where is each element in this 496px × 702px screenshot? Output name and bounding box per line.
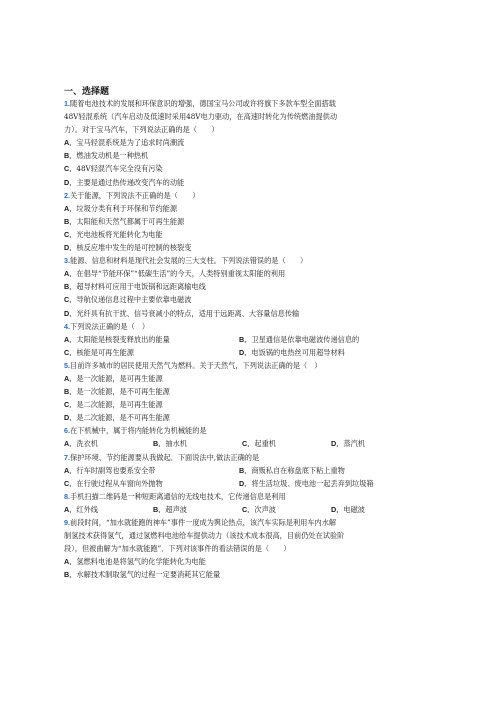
option-text: 超声波 — [165, 504, 187, 514]
option-text: 氢燃料电池是将氢气的化学能转化为电能 — [76, 557, 206, 567]
question-number: 1. — [64, 99, 70, 108]
option — [64, 439, 98, 448]
option-cell — [331, 503, 420, 516]
question-stem-line — [64, 123, 436, 136]
question-2 — [64, 189, 436, 254]
option-text: 商贩私自在称盘底下粘上重物 — [251, 465, 345, 475]
option-row — [64, 503, 436, 516]
option-cell — [239, 346, 414, 359]
question-1 — [64, 97, 436, 189]
option-label: B． — [64, 282, 77, 292]
option — [64, 217, 184, 226]
question-stem-line — [64, 110, 436, 123]
option-cell — [64, 464, 239, 477]
option — [64, 557, 206, 566]
question-number: 7. — [64, 452, 70, 462]
option-line — [64, 307, 436, 320]
option — [153, 505, 187, 514]
option-text: 超导材料可应用于电饭锅和远距离输电线 — [76, 282, 206, 292]
option-label: C． — [64, 164, 77, 174]
option-label: A． — [64, 373, 77, 383]
question-number: 5. — [64, 360, 70, 370]
option-label: A． — [64, 439, 77, 449]
option-label: D． — [331, 439, 344, 449]
question-stem-text: 48V轻混系统（汽车启动及低速时采用48V电力驱动，在高速时转化为传统燃油提供动 — [64, 112, 338, 122]
option — [64, 505, 98, 514]
option-text: 行车时副驾也要系安全带 — [76, 465, 156, 475]
option — [242, 505, 276, 514]
option-label: C． — [64, 347, 77, 357]
option — [64, 374, 163, 383]
option-line — [64, 176, 436, 189]
option-label: C． — [64, 400, 77, 410]
option-line — [64, 267, 436, 280]
option-label: C． — [64, 478, 77, 488]
option-text: 光纤具有抗干扰、信号衰减小的特点，适用于远距离、大容量信息传输 — [76, 308, 300, 318]
question-stem-text: 下列说法正确的是（ ） — [70, 321, 150, 331]
option-line — [64, 372, 436, 385]
option-cell — [153, 503, 242, 516]
question-stem-line — [64, 490, 436, 503]
option-line — [64, 411, 436, 424]
question-stem-text: 关于能源，下列说法不正确的是（ ） — [70, 190, 200, 200]
option — [331, 505, 365, 514]
option-label: D． — [331, 504, 344, 514]
question-number: 9. — [64, 518, 70, 527]
option-label: C． — [64, 229, 77, 239]
option-row — [64, 464, 436, 477]
question-stem-text: 在下机械中，属于将内能转化为机械能的是 — [70, 426, 207, 436]
option — [64, 204, 177, 213]
option-label: A． — [64, 334, 77, 344]
option — [64, 413, 170, 422]
option-text: 是一次能源，是不可再生能源 — [76, 387, 170, 397]
option-label: A． — [64, 504, 77, 514]
option — [64, 138, 184, 147]
option-text: 在倡导“节能环保”“低碳生活”的今天，人类特别重视太阳能的利用 — [76, 269, 286, 279]
option — [64, 309, 299, 318]
option-cell — [239, 477, 414, 490]
question-stem-text: 保护环境、节约能源要从我做起．下面说法中,做法正确的是 — [70, 452, 260, 462]
option-text: 将生活垃圾、废电池一起丢弃到垃圾箱 — [251, 478, 374, 488]
option-label: B． — [64, 151, 77, 161]
option-line — [64, 136, 436, 149]
option-line — [64, 568, 436, 581]
option-text: 蒸汽机 — [343, 439, 365, 449]
option — [64, 295, 191, 304]
option-label: B． — [64, 387, 77, 397]
option-text: 起重机 — [254, 439, 276, 449]
option-text: 导航仪递信息过程中主要依靠电磁波 — [76, 295, 192, 305]
option-text: 核能是可再生能源 — [76, 347, 134, 357]
option-row — [64, 333, 436, 346]
option-text: 太阳能是核裂变释放出的能量 — [76, 334, 170, 344]
option-label: A． — [64, 269, 77, 279]
option — [64, 178, 184, 187]
option-label: B． — [153, 504, 166, 514]
option-line — [64, 202, 436, 215]
question-number: 2. — [64, 190, 70, 200]
question-5 — [64, 359, 436, 424]
option-text: 燃油发动机是一种热机 — [76, 151, 149, 161]
option-cell — [64, 477, 239, 490]
option-cell — [64, 346, 239, 359]
option-label: D． — [239, 347, 252, 357]
option-label: B． — [239, 334, 252, 344]
option-cell — [153, 437, 242, 450]
option-line — [64, 241, 436, 254]
option — [64, 387, 170, 396]
option-text: 抽水机 — [165, 439, 187, 449]
option-row — [64, 477, 436, 490]
option-cell — [242, 503, 331, 516]
option-row — [64, 346, 436, 359]
option-label: D． — [239, 478, 252, 488]
option — [239, 466, 345, 475]
question-stem-line — [64, 424, 436, 437]
option-text: 水解技术制取氢气的过程一定要消耗其它能量 — [76, 570, 221, 580]
option-cell — [64, 437, 153, 450]
question-3 — [64, 254, 436, 319]
option — [239, 335, 359, 344]
option-label: B． — [153, 439, 166, 449]
option-label: D． — [64, 413, 77, 423]
option-line — [64, 398, 436, 411]
question-6 — [64, 424, 436, 450]
option-text: 卫星通信是依靠电磁波传递信息的 — [251, 334, 360, 344]
option-line — [64, 215, 436, 228]
option-row — [64, 437, 436, 450]
option-text: 洗衣机 — [76, 439, 98, 449]
question-number: 3. — [64, 256, 70, 266]
option-label: C． — [242, 439, 255, 449]
question-stem-text: 力）。对于宝马汽车，下列说法正确的是（ ） — [64, 125, 219, 135]
option — [242, 439, 276, 448]
option-text: 在行驶过程从车窗向外抛物 — [76, 478, 163, 488]
question-stem-line — [64, 516, 436, 529]
option-text: 红外线 — [76, 504, 98, 514]
question-stem-text: 段），但被曲解为“加水就能跑”．下列对该事件的看法错误的是（ ） — [64, 544, 291, 554]
option — [64, 400, 163, 409]
option-text: 电磁波 — [343, 504, 365, 514]
option-cell — [242, 437, 331, 450]
question-stem-text: 前段时间，“加水就能跑的神车”事件一度成为舆论热点，该汽车实际是利用车内水解 — [70, 518, 337, 527]
question-number: 4. — [64, 321, 70, 331]
option-label: D． — [64, 177, 77, 187]
option — [64, 243, 191, 252]
option-line — [64, 555, 436, 568]
option-label: A． — [64, 203, 77, 213]
option-cell — [239, 333, 414, 346]
section-title: 一、选择题 — [64, 87, 110, 97]
question-stem-text: 能源、信息和材料是现代社会发展的三大支柱。下列说法错误的是（ ） — [70, 256, 308, 266]
option-line — [64, 385, 436, 398]
option-line — [64, 293, 436, 306]
option-text: 次声波 — [254, 504, 276, 514]
question-8 — [64, 490, 436, 516]
question-list — [64, 97, 436, 581]
question-stem-line — [64, 97, 436, 110]
option — [64, 466, 155, 475]
option-line — [64, 162, 436, 175]
option-text: 是二次能源，是可再生能源 — [76, 400, 163, 410]
option-label: B． — [64, 570, 77, 580]
option — [331, 439, 365, 448]
option — [64, 151, 148, 160]
question-stem-text: 随着电池技术的发展和环保意识的增强，德国宝马公司或许将旗下多款车型全面搭载 — [70, 99, 336, 108]
option-line — [64, 280, 436, 293]
question-4 — [64, 320, 436, 359]
option-text: 太阳能和天然气都属于可再生能源 — [76, 216, 185, 226]
option — [239, 348, 345, 357]
option-label: A． — [64, 138, 77, 148]
question-stem-line — [64, 451, 436, 464]
question-stem-line — [64, 529, 436, 542]
option-text: 主要是通过热传递改变汽车的动能 — [76, 177, 185, 187]
question-number: 8. — [64, 491, 70, 501]
option-text: 核反应堆中发生的是可控制的核裂变 — [76, 243, 192, 253]
option — [64, 230, 163, 239]
question-7 — [64, 451, 436, 490]
option — [239, 479, 374, 488]
option-text: 电饭锅的电热丝可用超导材料 — [251, 347, 345, 357]
option-label: C． — [64, 295, 77, 305]
option-cell — [331, 437, 420, 450]
option — [64, 269, 285, 278]
question-stem-line — [64, 320, 436, 333]
option-label: B． — [239, 465, 252, 475]
question-stem-text: 制氢技术获得氢气，通过氢燃料电池给车提供动力（该技术成本很高，目前仍处在试验阶 — [64, 531, 345, 541]
question-number: 6. — [64, 426, 70, 436]
option-line — [64, 228, 436, 241]
question-stem-line — [64, 254, 436, 267]
option-line — [64, 149, 436, 162]
option-label: A． — [64, 557, 77, 567]
question-stem-text: 手机扫描二维码是一种短距离通信的无线电技术，它传递信息是利用 — [70, 491, 286, 501]
option-label: D． — [64, 243, 77, 253]
option-label: A． — [64, 465, 77, 475]
option-cell — [239, 464, 414, 477]
question-stem-line — [64, 359, 436, 372]
option-text: 是一次能源，是可再生能源 — [76, 373, 163, 383]
option-label: C． — [242, 504, 255, 514]
option — [64, 570, 220, 579]
question-stem-line — [64, 542, 436, 555]
option-cell — [64, 503, 153, 516]
question-stem-line — [64, 189, 436, 202]
option-text: 光电池板将光能转化为电能 — [76, 229, 163, 239]
option-text: 是二次能源，是不可再生能源 — [76, 413, 170, 423]
option-label: D． — [64, 308, 77, 318]
option — [64, 164, 163, 173]
question-stem-text: 目前许多城市的居民使用天然气为燃料。关于天然气，下列说法正确的是（ ） — [70, 360, 322, 370]
option — [64, 335, 170, 344]
option-text: 48V轻混汽车完全没有污染 — [76, 164, 163, 174]
option — [64, 282, 206, 291]
option-text: 宝马轻混系统是为了追求时尚潮流 — [76, 138, 185, 148]
option — [153, 439, 187, 448]
option — [64, 348, 134, 357]
question-9 — [64, 516, 436, 581]
option-label: B． — [64, 216, 77, 226]
option — [64, 479, 163, 488]
option-cell — [64, 333, 239, 346]
option-text: 垃圾分类有利于环保和节约能源 — [76, 203, 178, 213]
